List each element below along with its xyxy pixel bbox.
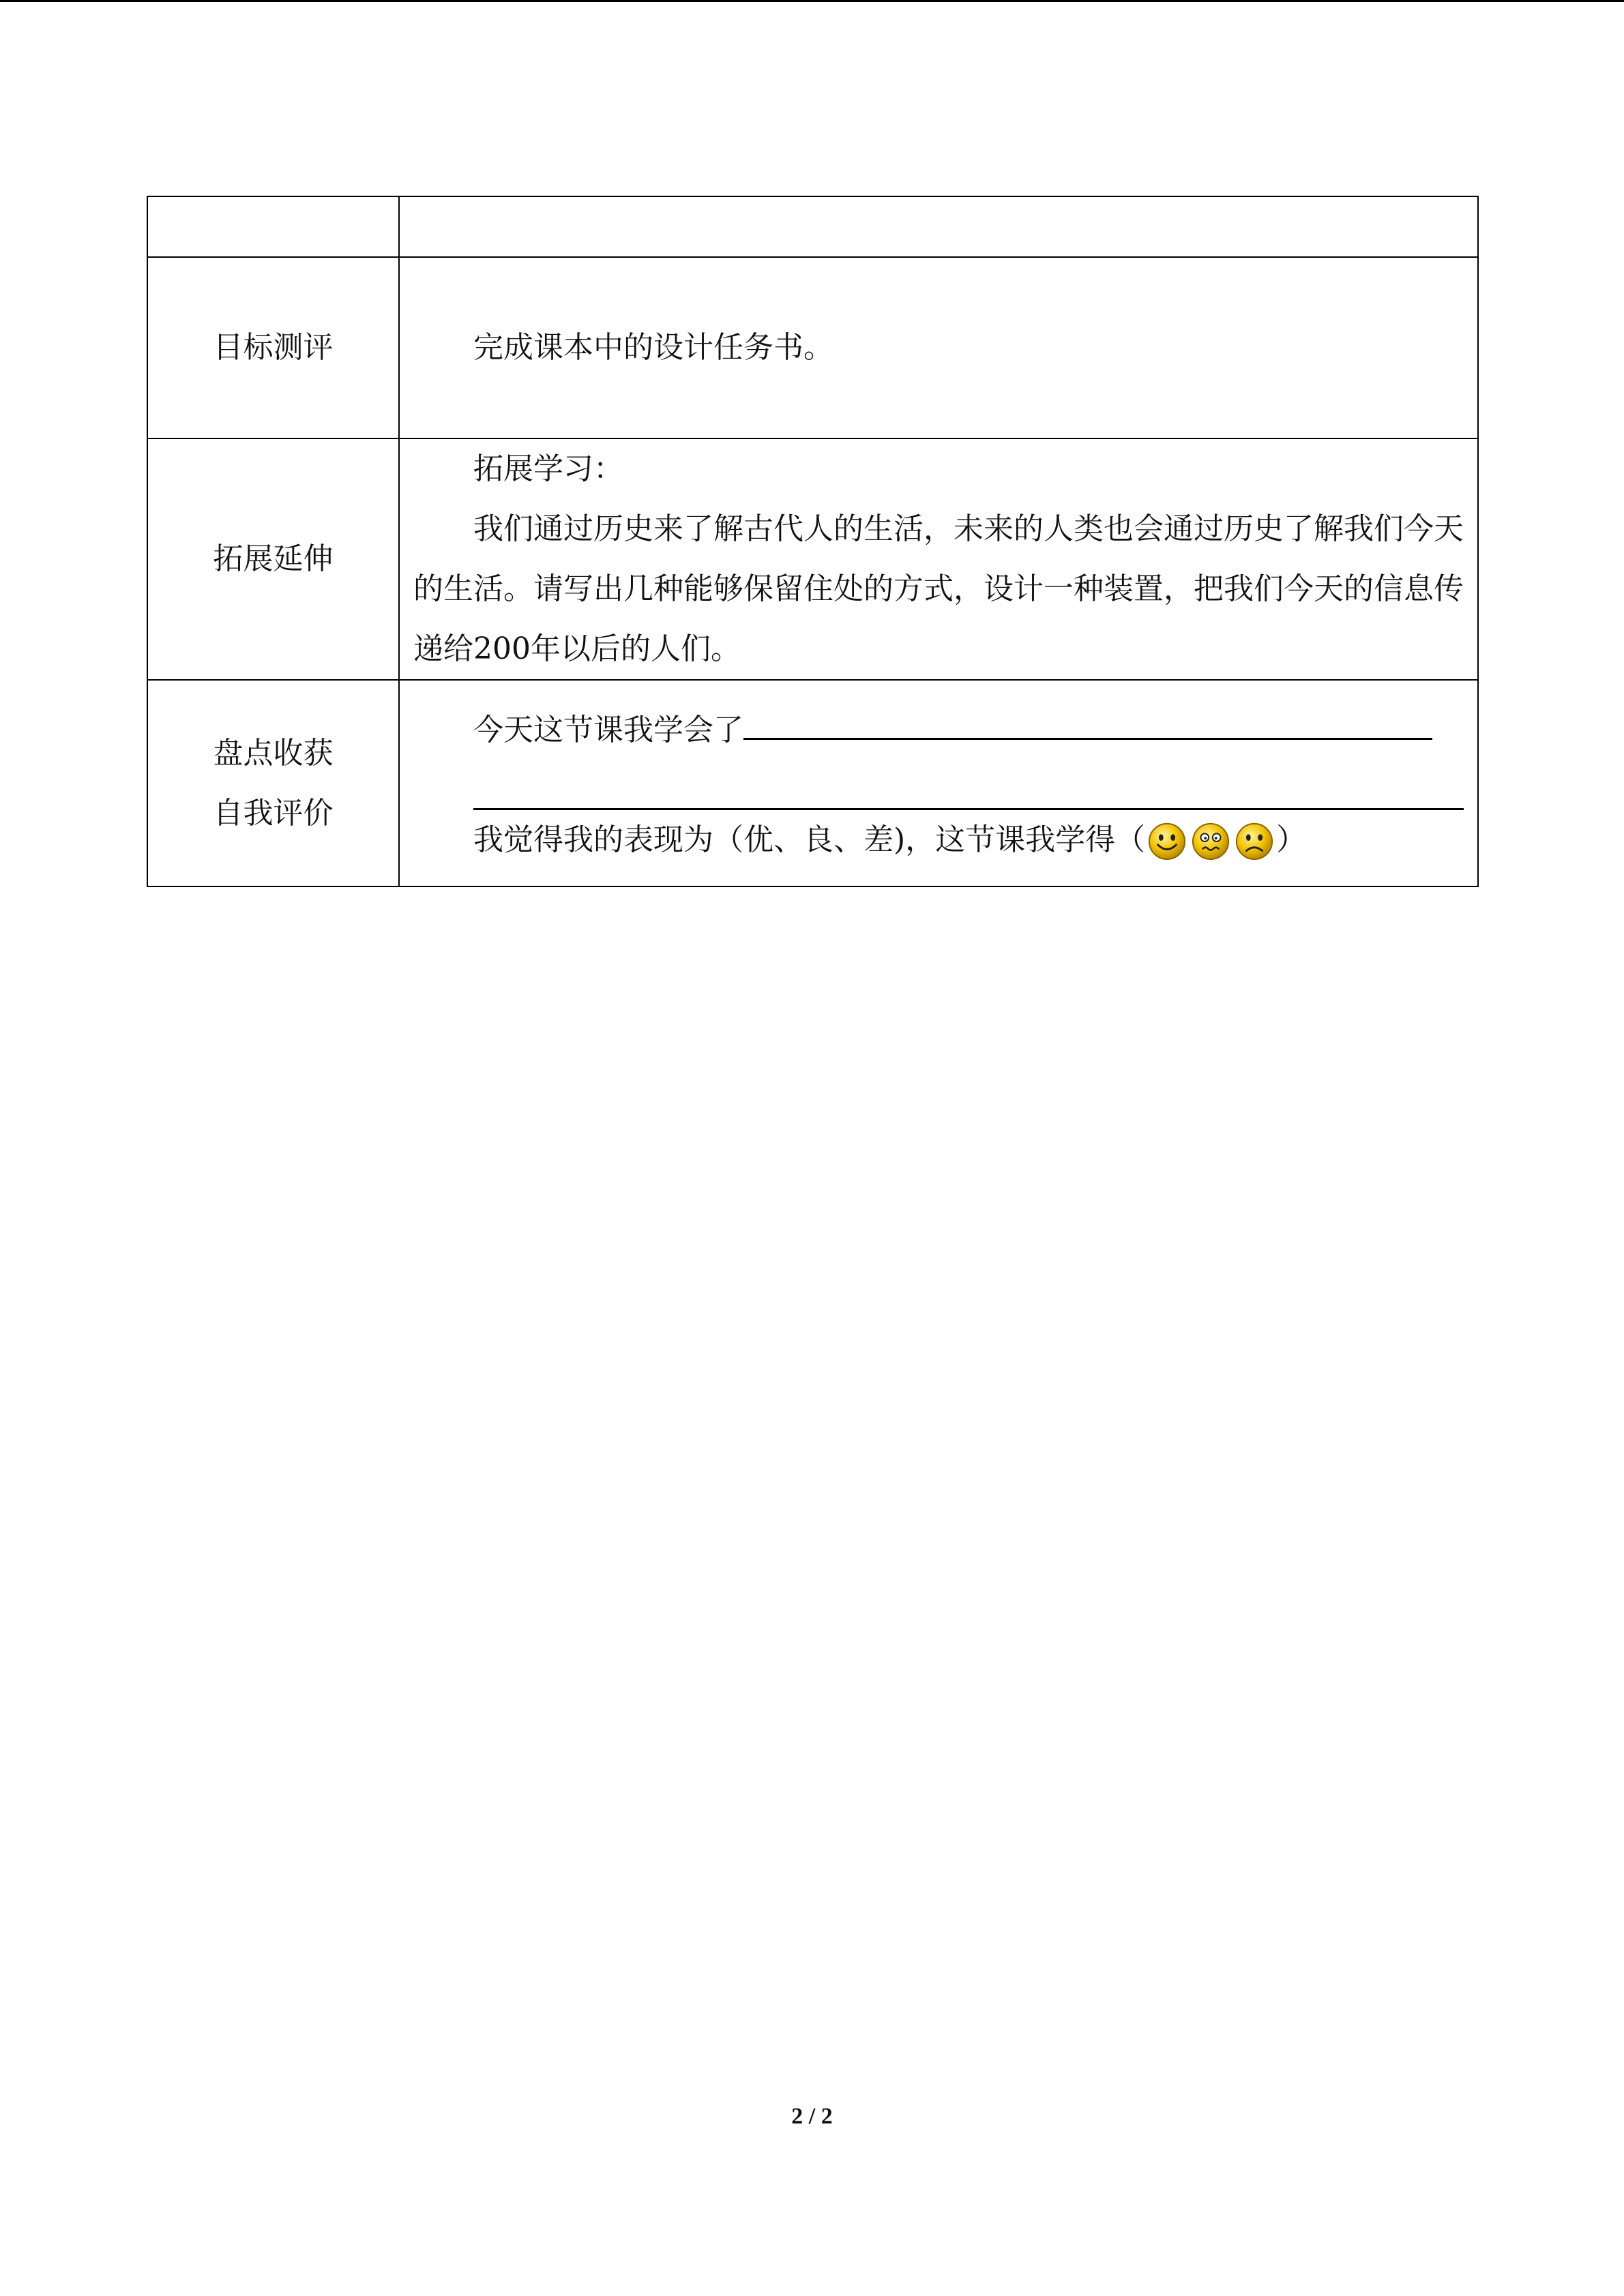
paragraph-heading: 拓展学习： <box>473 451 623 486</box>
learned-blank[interactable] <box>743 697 1432 740</box>
table-row-empty <box>147 196 1478 257</box>
confused-face-icon[interactable] <box>1191 822 1230 861</box>
page-top-border <box>0 0 1624 2</box>
table-row-extension <box>147 438 1478 680</box>
table-row-goal-assessment <box>147 257 1478 438</box>
label-text-line-2: 自我评价 <box>213 795 334 831</box>
row-content-extension <box>399 438 1478 680</box>
performance-line <box>413 810 1464 870</box>
row-content-goal-assessment <box>399 257 1478 438</box>
performance-text: 我觉得我的表现为（优、良、差)，这节课我学得（ <box>473 822 1146 857</box>
table-row-self-evaluation <box>147 680 1478 886</box>
page-number: 2 / 2 <box>791 2104 833 2129</box>
performance-suffix: ） <box>1276 822 1307 857</box>
paragraph: 完成课本中的设计任务书。 <box>473 330 833 365</box>
label-text: 目标测评 <box>213 330 334 365</box>
row-label-goal-assessment <box>147 257 399 438</box>
smile-face-icon[interactable] <box>1147 822 1187 861</box>
paragraph-body: 我们通过历史来了解古代人的生活，未来的人类也会通过历史了解我们今天的生活。请写出几种能够保留住处的方式，设计一种装置，把我们今天的信息传递给200年以后的人们。 <box>413 511 1464 666</box>
learned-line <box>413 697 1464 760</box>
learned-prefix: 今天这节课我学会了 <box>473 712 743 747</box>
row-content <box>399 196 1478 257</box>
label-text-line-1: 盘点收获 <box>213 735 334 771</box>
label-text: 拓展延伸 <box>213 541 334 576</box>
row-label-extension <box>147 438 399 680</box>
sad-face-icon[interactable] <box>1235 822 1274 861</box>
row-content-self-evaluation <box>399 680 1478 886</box>
learned-blank-continued[interactable] <box>473 760 1464 810</box>
row-label <box>147 196 399 257</box>
row-label-self-evaluation <box>147 680 399 886</box>
lesson-table <box>147 196 1479 887</box>
